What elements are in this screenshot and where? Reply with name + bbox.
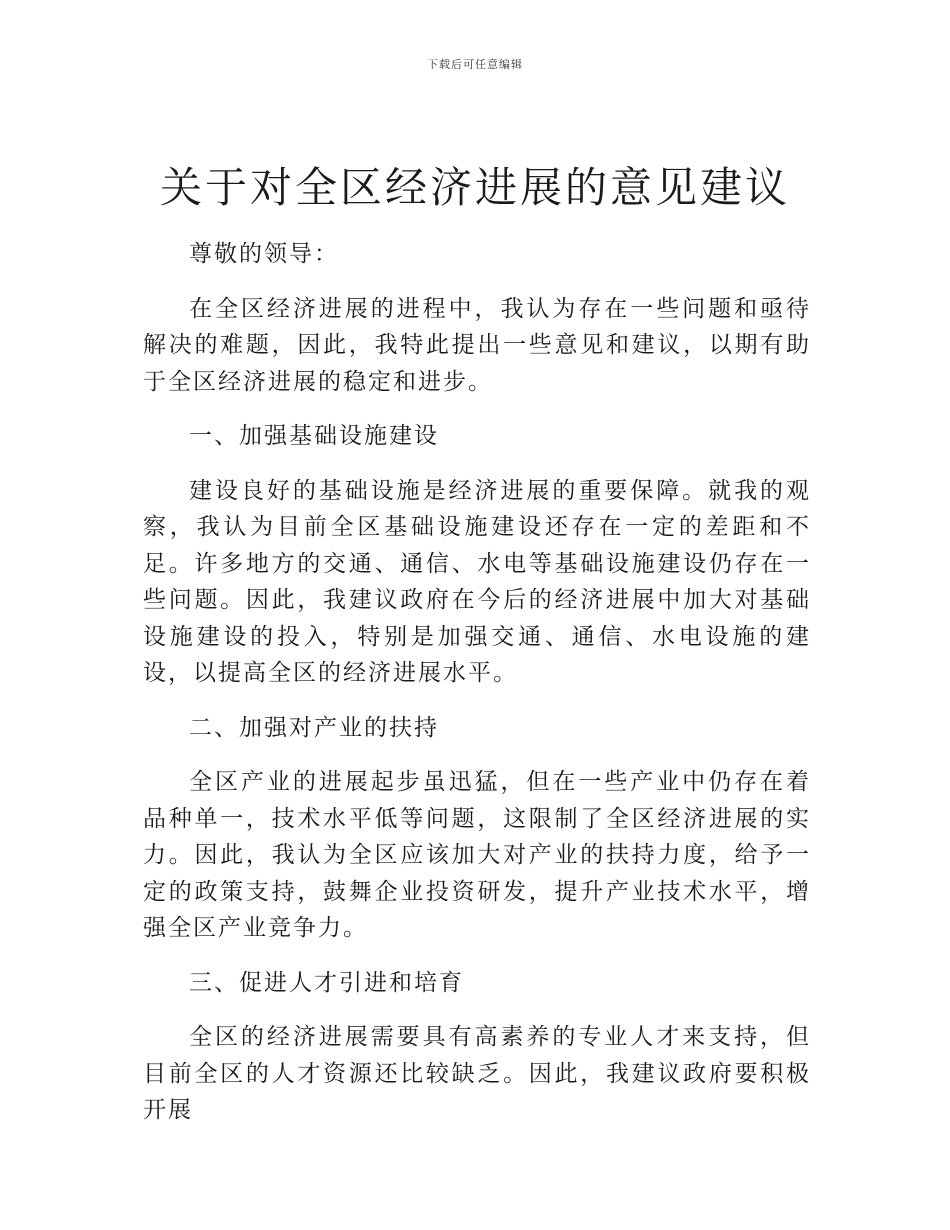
section-heading-industry: 二、加强对产业的扶持 xyxy=(189,714,439,741)
infrastructure-paragraph: 建设良好的基础设施是经济进展的重要保障。就我的观察，我认为目前全区基础设施建设还存在一定的差距和不足。许多地方的交通、通信、水电等基础设施建设仍存在一些问题。因此，我建议政府在今后的经济进展中加大对基础设施建设的投入，特别是加强交通、通信、水电设施的建设，以提高全区的经济进展水平。 xyxy=(143,477,811,686)
industry-paragraph: 全区产业的进展起步虽迅猛，但在一些产业中仍存在着品种单一，技术水平低等问题，这限制了全区经济进展的实力。因此，我认为全区应该加大对产业的扶持力度，给予一定的政策支持，鼓舞企业投资研发，提升产业技术水平，增强全区产业竞争力。 xyxy=(143,769,811,941)
document-title: 关于对全区经济进展的意见建议 xyxy=(159,163,790,212)
section-heading-infrastructure: 一、加强基础设施建设 xyxy=(189,423,439,449)
section-heading-talent: 三、促进人才引进和培育 xyxy=(189,969,464,996)
talent-paragraph: 全区的经济进展需要具有高素养的专业人才来支持，但目前全区的人才资源还比较缺乏。因此，我建议政府要积极开展 xyxy=(143,1024,811,1123)
document-body xyxy=(143,236,811,1147)
intro-paragraph: 在全区经济进展的进程中，我认为存在一些问题和亟待解决的难题，因此，我特此提出一些意见和建议，以期有助于全区经济进展的稳定和进步。 xyxy=(143,295,811,395)
page-header-note: 下载后可任意编辑 xyxy=(427,58,523,71)
salutation: 尊敬的领导： xyxy=(189,241,339,267)
